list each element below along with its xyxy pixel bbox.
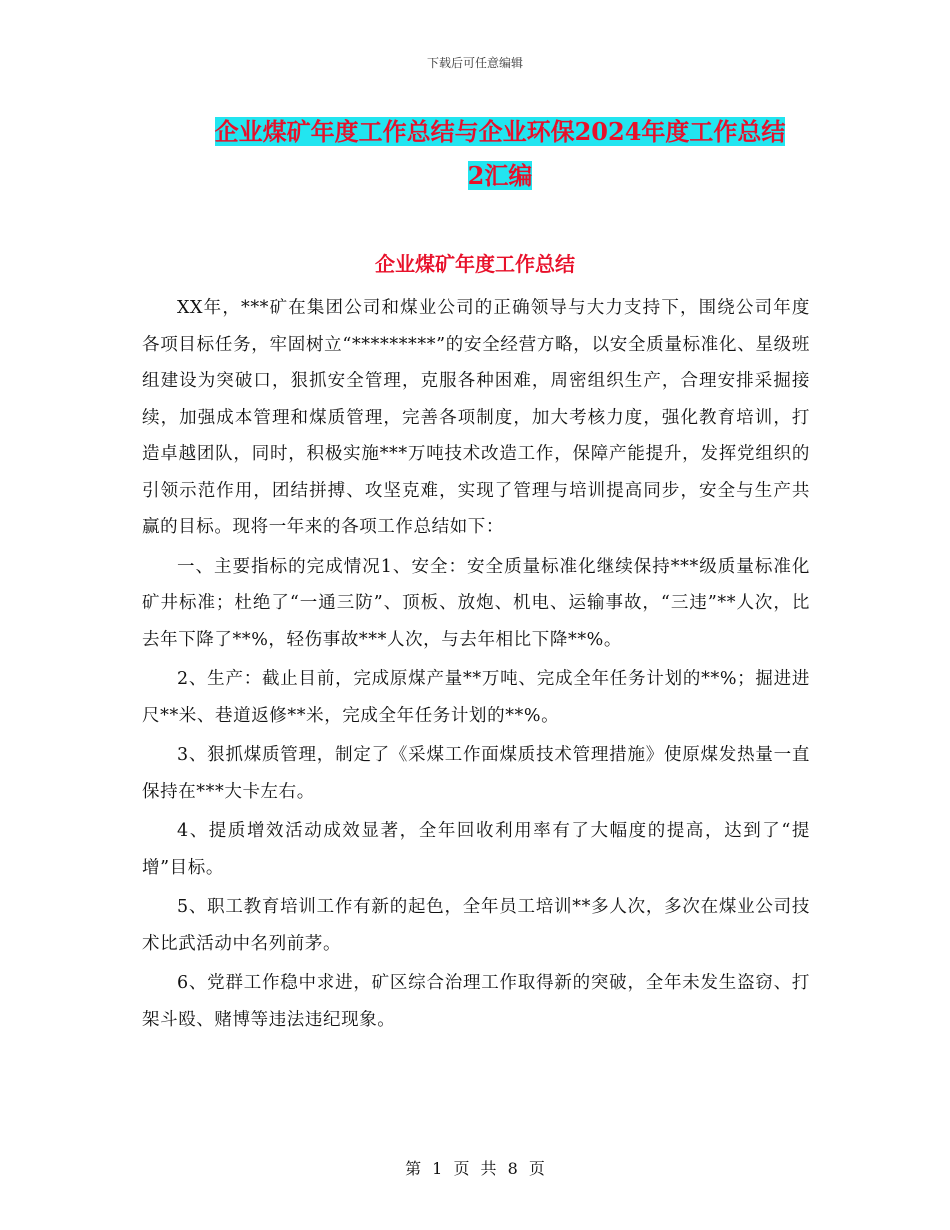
document-title-line2: 2汇编 [467,161,533,190]
header-note: 下载后可任意编辑 [426,56,523,70]
paragraph-coal-quality: 3、狠抓煤质管理，制定了《采煤工作面煤质技术管理措施》使原煤发热量一直保持在***大卡左右。 [142,745,810,802]
page-number: 第 1 页 共 8 页 [405,1159,545,1178]
paragraph-production: 2、生产：截止目前，完成原煤产量**万吨、完成全年任务计划的**%；掘进进尺**米、巷道返修**米，完成全年任务计划的**%。 [142,669,810,726]
paragraph-safety: 一、主要指标的完成情况1、安全：安全质量标准化继续保持***级质量标准化矿井标准；杜绝了“一通三防”、顶板、放炮、机电、运输事故，“三违”**人次，比去年下降了**%，轻伤事故***人次，与去年相比下降**%。 [142,556,810,650]
document-body [142,290,810,1041]
paragraph-intro: XX年，***矿在集团公司和煤业公司的正确领导与大力支持下，围绕公司年度各项目标任务，牢固树立“*********”的安全经营方略，以安全质量标准化、星级班组建设为突破口，狠抓安全管理，克服各种困难，周密组织生产，合理安排采掘接续，加强成本管理和煤质管理，完善各项制度，加大考核力度，强化教育培训，打造卓越团队，同时，积极实施***万吨技术改造工作，保障产能提升，发挥党组织的引领示范作用，团结拼搏、攻坚克难，实现了管理与培训提高同步，安全与生产共赢的目标。现将一年来的各项工作总结如下： [142,298,810,537]
document-title-line1: 企业煤矿年度工作总结与企业环保2024年度工作总结 [214,117,786,146]
document-title [140,110,860,198]
paragraph-party-work: 6、党群工作稳中求进，矿区综合治理工作取得新的突破，全年未发生盗窃、打架斗殴、赌博等违法违纪现象。 [142,973,810,1030]
paragraph-training: 5、职工教育培训工作有新的起色，全年员工培训**多人次，多次在煤业公司技术比武活动中名列前茅。 [142,897,810,954]
paragraph-efficiency: 4、提质增效活动成效显著，全年回收利用率有了大幅度的提高，达到了“提增”目标。 [142,821,810,878]
section-title: 企业煤矿年度工作总结 [375,252,575,276]
